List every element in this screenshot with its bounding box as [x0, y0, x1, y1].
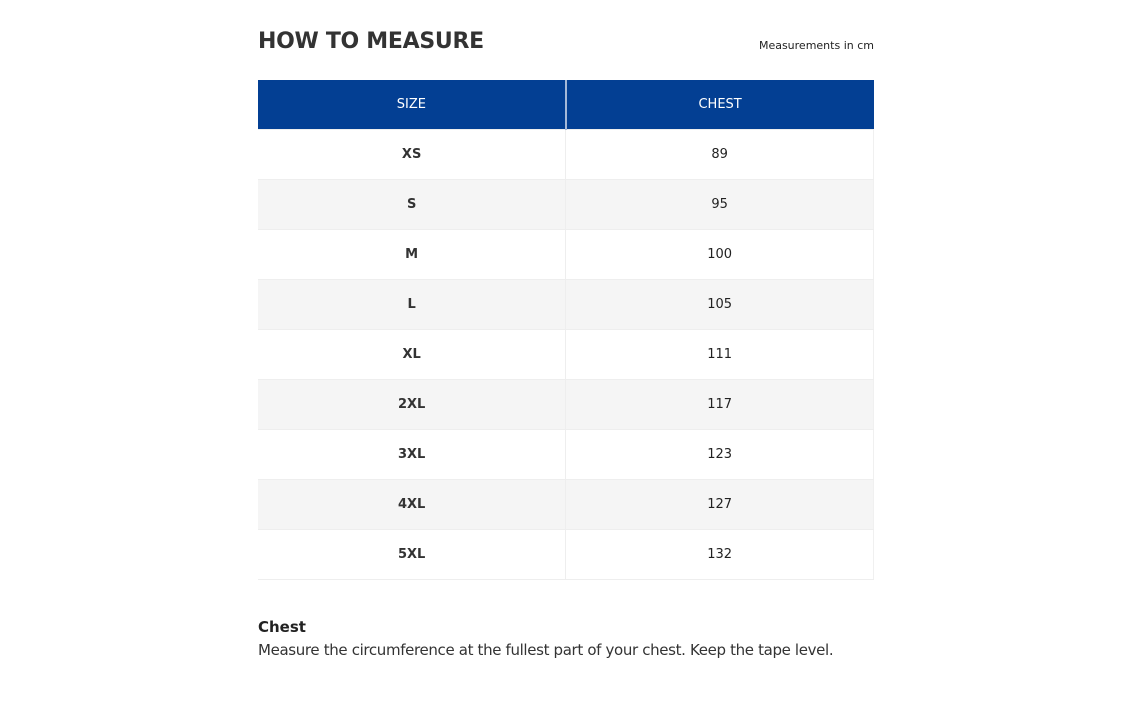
chest-cell: 132 [566, 530, 874, 580]
table-row [258, 230, 874, 280]
chest-cell: 127 [566, 480, 874, 530]
page-title: HOW TO MEASURE [258, 29, 484, 54]
size-cell: L [258, 280, 566, 330]
size-cell: 4XL [258, 480, 566, 530]
table-row [258, 480, 874, 530]
units-note: Measurements in cm [758, 39, 874, 52]
size-guide-header [258, 24, 874, 80]
chest-cell: 111 [566, 330, 874, 380]
size-cell: XS [258, 130, 566, 180]
guide-text: Measure the circumference at the fullest part of your chest. Keep the tape level. [258, 641, 834, 659]
chest-cell: 123 [566, 430, 874, 480]
table-header-row [258, 80, 874, 130]
table-row [258, 180, 874, 230]
size-cell: 2XL [258, 380, 566, 430]
size-cell: M [258, 230, 566, 280]
chest-cell: 117 [566, 380, 874, 430]
column-header-size: SIZE [258, 80, 566, 130]
measurement-guide [258, 617, 874, 661]
chest-cell: 89 [566, 130, 874, 180]
size-guide [258, 24, 874, 661]
size-cell: 5XL [258, 530, 566, 580]
size-chart-table [258, 80, 874, 580]
column-header-chest: CHEST [566, 80, 874, 130]
size-cell: XL [258, 330, 566, 380]
table-row [258, 530, 874, 580]
guide-title: Chest [258, 618, 306, 636]
chest-cell: 105 [566, 280, 874, 330]
table-row [258, 280, 874, 330]
size-cell: S [258, 180, 566, 230]
table-row [258, 330, 874, 380]
size-cell: 3XL [258, 430, 566, 480]
chest-cell: 95 [566, 180, 874, 230]
chest-cell: 100 [566, 230, 874, 280]
table-row [258, 130, 874, 180]
table-row [258, 430, 874, 480]
table-row [258, 380, 874, 430]
